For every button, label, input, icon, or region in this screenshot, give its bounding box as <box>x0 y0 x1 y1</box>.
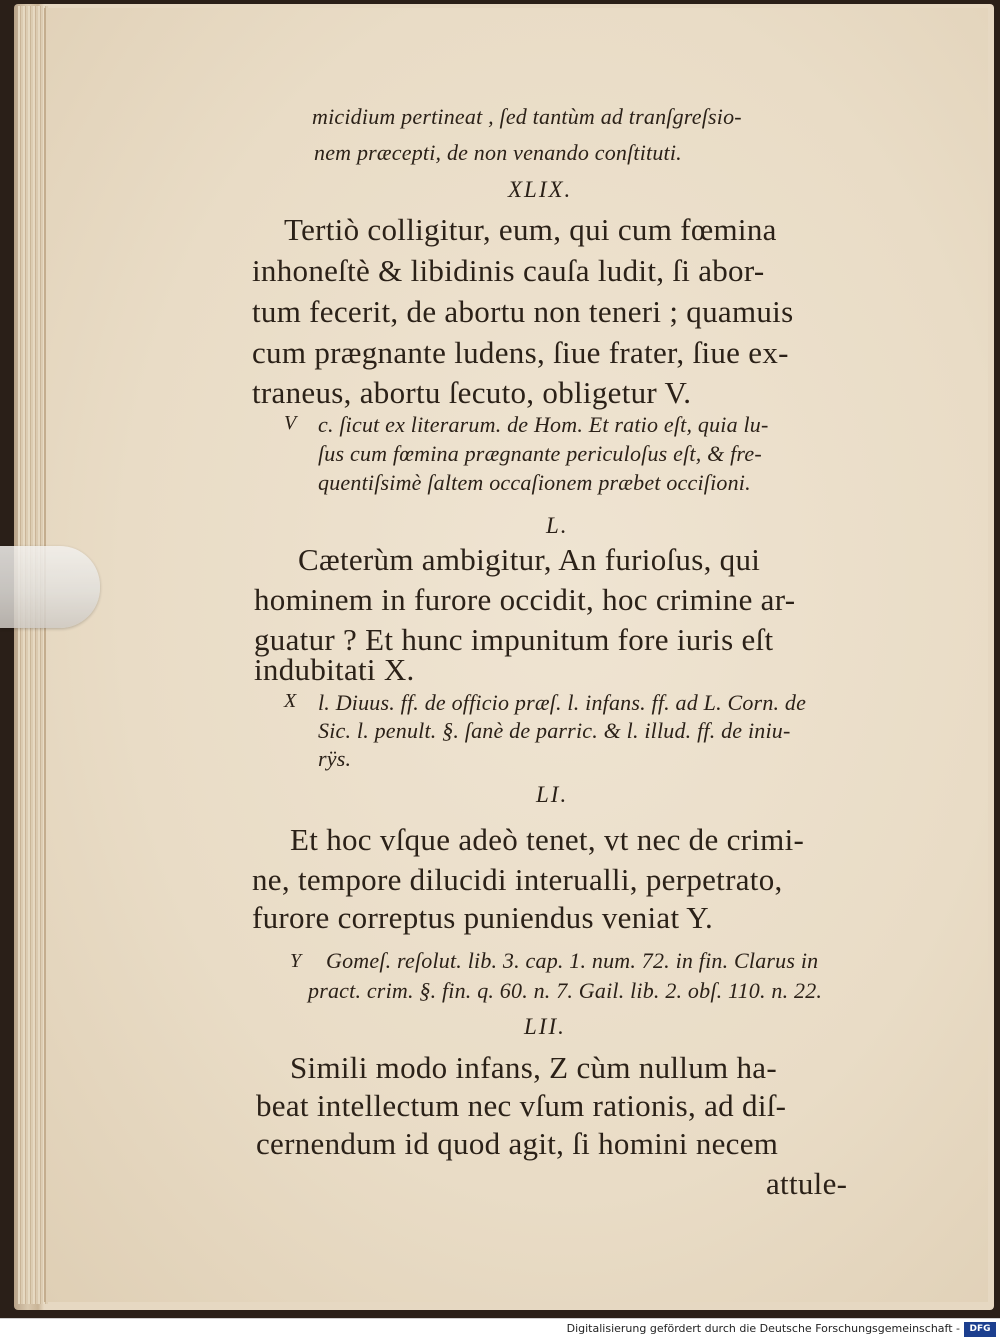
paragraph-lii-line: beat intellectum nec vſum rationis, ad diſ- <box>256 1088 787 1123</box>
paragraph-l-line: guatur ? Et hunc impunitum fore iuris eſt <box>254 622 774 657</box>
section-heading-xlix: XLIX. <box>508 177 573 202</box>
paragraph-l-line: indubitati X. <box>254 652 415 687</box>
paragraph-lii-line: cernendum id quod agit, ſi homini necem <box>256 1126 779 1161</box>
section-heading-l: L. <box>546 513 569 538</box>
continued-line-1: micidium pertineat , ſed tantùm ad tranſgreſsio- <box>312 104 742 129</box>
section-heading-lii: LII. <box>524 1014 566 1039</box>
paragraph-xlix-line: cum prægnante ludens, ſiue frater, ſiue ex- <box>252 335 789 370</box>
note-marker-x: X <box>284 690 297 712</box>
footnote-x-line: Sic. l. penult. §. ſanè de parric. & l. illud. ff. de iniu- <box>318 718 791 743</box>
footnote-v-line: quentiſsimè ſaltem occaſionem præbet occiſioni. <box>318 470 751 495</box>
paragraph-lii-line: Simili modo infans, Z cùm nullum ha- <box>290 1050 777 1085</box>
footer-bar <box>0 1318 1000 1341</box>
catchword: attule- <box>766 1166 848 1201</box>
paragraph-li-line: furore correptus puniendus veniat Y. <box>252 900 714 935</box>
section-heading-li: LI. <box>536 782 569 807</box>
continued-line-2: nem præcepti, de non venando conſtituti. <box>314 140 682 165</box>
paragraph-li-line: Et hoc vſque adeò tenet, vt nec de crimi- <box>290 822 805 857</box>
paragraph-xlix-line: tum fecerit, de abortu non teneri ; quamuis <box>252 294 794 329</box>
paragraph-xlix-line: Tertiò colligitur, eum, qui cum fœmina <box>284 212 777 247</box>
footnote-y-line: pract. crim. §. fin. q. 60. n. 7. Gail. lib. 2. obſ. 110. n. 22. <box>308 978 823 1003</box>
paragraph-l-line: hominem in furore occidit, hoc crimine ar- <box>254 582 796 617</box>
paragraph-xlix-line: inhoneſtè & libidinis cauſa ludit, ſi abor- <box>252 253 765 288</box>
paragraph-xlix-line: traneus, abortu ſecuto, obligetur V. <box>252 375 692 410</box>
footnote-x-line: l. Diuus. ff. de officio præſ. l. infans. ff. ad L. Corn. de <box>318 690 807 715</box>
note-marker-y: Y <box>290 950 302 972</box>
footnote-x-line: rÿs. <box>318 746 352 771</box>
paragraph-li-line: ne, tempore dilucidi interualli, perpetrato, <box>252 862 783 897</box>
note-marker-v: V <box>284 412 297 434</box>
dfg-logo: DFG <box>964 1322 996 1337</box>
paragraph-l-line: Cæterùm ambigitur, An furioſus, qui <box>298 542 761 577</box>
footnote-y-line: Gomeſ. reſolut. lib. 3. cap. 1. num. 72. in fin. Clarus in <box>326 948 819 973</box>
footnote-v-line: c. ſicut ex literarum. de Hom. Et ratio eſt, quia lu- <box>318 412 769 437</box>
footnote-v-line: ſus cum fœmina prægnante periculoſus eſt, & fre- <box>318 441 762 466</box>
funding-credit: Digitalisierung gefördert durch die Deutsche Forschungsgemeinschaft - <box>566 1322 960 1335</box>
